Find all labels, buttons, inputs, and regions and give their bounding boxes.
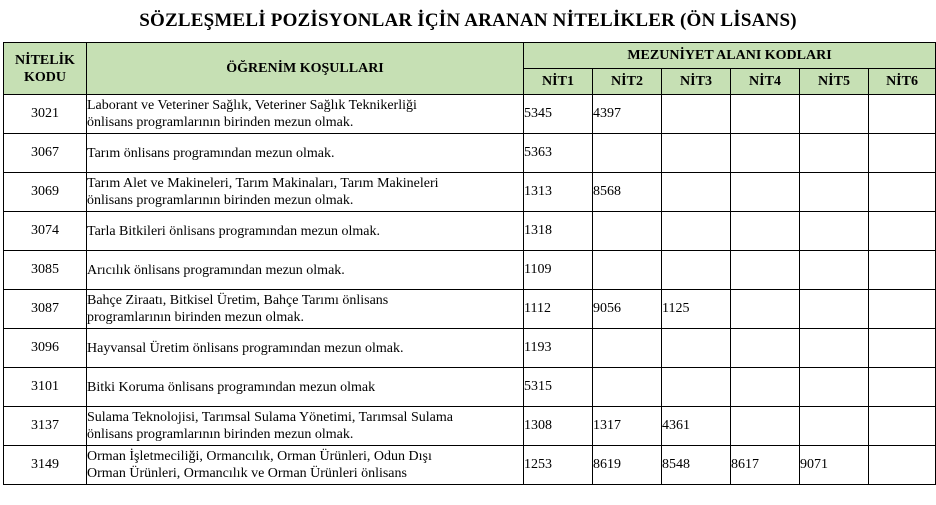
nit2-cell: 4397	[593, 95, 662, 134]
nitelik-kodu-cell: 3069	[4, 173, 87, 212]
table-row	[4, 329, 936, 368]
kosul-line-2: önlisans programlarının birinden mezun olmak.	[87, 115, 354, 130]
nit2-cell	[593, 134, 662, 173]
nit2-cell: 8568	[593, 173, 662, 212]
nit3-cell	[662, 368, 731, 407]
nit6-cell	[869, 290, 936, 329]
header-nit-6: NİT6	[869, 69, 936, 95]
kosul-line-1: Bitki Koruma önlisans programından mezun olmak	[87, 379, 376, 395]
nit6-cell	[869, 95, 936, 134]
nit1-cell: 1313	[524, 173, 593, 212]
nit1-cell: 1109	[524, 251, 593, 290]
ogrenim-kosulu-cell	[87, 173, 524, 212]
kosul-line-1: Laborant ve Veteriner Sağlık, Veteriner Sağlık Teknikerliği	[87, 98, 417, 113]
nit2-cell	[593, 368, 662, 407]
nit1-cell: 1318	[524, 212, 593, 251]
nitelik-kodu-cell: 3085	[4, 251, 87, 290]
nit4-cell	[731, 407, 800, 446]
header-mezuniyet-alani-kodlari: MEZUNİYET ALANI KODLARI	[524, 43, 936, 69]
nit3-cell	[662, 212, 731, 251]
kosul-line-2: önlisans programlarının birinden mezun olmak.	[87, 427, 354, 442]
ogrenim-kosulu-cell	[87, 290, 524, 329]
ogrenim-kosulu-cell	[87, 251, 524, 290]
nit1-cell: 5315	[524, 368, 593, 407]
ogrenim-kosulu-cell	[87, 446, 524, 485]
nit3-cell: 8548	[662, 446, 731, 485]
nitelik-kodu-cell: 3087	[4, 290, 87, 329]
nit3-cell: 1125	[662, 290, 731, 329]
nit6-cell	[869, 446, 936, 485]
nit6-cell	[869, 173, 936, 212]
nitelik-kodu-cell: 3021	[4, 95, 87, 134]
nitelik-kodu-cell: 3137	[4, 407, 87, 446]
nit3-cell	[662, 134, 731, 173]
kosul-line-1: Arıcılık önlisans programından mezun olmak.	[87, 262, 345, 278]
nit4-cell: 8617	[731, 446, 800, 485]
nit1-cell: 5345	[524, 95, 593, 134]
nit5-cell	[800, 407, 869, 446]
nit1-cell: 1112	[524, 290, 593, 329]
table-row	[4, 290, 936, 329]
header-nit-3: NİT3	[662, 69, 731, 95]
nit2-cell: 8619	[593, 446, 662, 485]
nit6-cell	[869, 407, 936, 446]
kosul-line-1: Orman İşletmeciliği, Ormancılık, Orman Ürünleri, Odun Dışı	[87, 449, 432, 464]
nit4-cell	[731, 329, 800, 368]
nitelik-kodu-cell: 3096	[4, 329, 87, 368]
kosul-line-2: programlarının birinden mezun olmak.	[87, 310, 304, 325]
kosul-line-1: Bahçe Ziraatı, Bitkisel Üretim, Bahçe Tarımı önlisans	[87, 293, 389, 308]
ogrenim-kosulu-cell	[87, 329, 524, 368]
nit5-cell	[800, 368, 869, 407]
nit4-cell	[731, 368, 800, 407]
nit4-cell	[731, 173, 800, 212]
nit5-cell	[800, 95, 869, 134]
nitelik-kodu-cell: 3101	[4, 368, 87, 407]
nit1-cell: 1193	[524, 329, 593, 368]
header-nit-4: NİT4	[731, 69, 800, 95]
nitelik-kodu-cell: 3067	[4, 134, 87, 173]
header-nit-2: NİT2	[593, 69, 662, 95]
nit5-cell	[800, 290, 869, 329]
nit2-cell	[593, 251, 662, 290]
ogrenim-kosulu-cell	[87, 134, 524, 173]
nit3-cell	[662, 173, 731, 212]
header-nitelik-kodu: NİTELİK KODU	[4, 43, 87, 95]
nitelik-kodu-cell: 3074	[4, 212, 87, 251]
table-row	[4, 134, 936, 173]
nit4-cell	[731, 134, 800, 173]
kosul-line-1: Tarım önlisans programından mezun olmak.	[87, 145, 335, 161]
ogrenim-kosulu-cell	[87, 95, 524, 134]
nit5-cell	[800, 134, 869, 173]
nit3-cell	[662, 95, 731, 134]
nit5-cell: 9071	[800, 446, 869, 485]
nit1-cell: 1308	[524, 407, 593, 446]
kosul-line-1: Hayvansal Üretim önlisans programından mezun olmak.	[87, 340, 404, 356]
nit3-cell: 4361	[662, 407, 731, 446]
ogrenim-kosulu-cell	[87, 212, 524, 251]
kosul-line-1: Tarla Bitkileri önlisans programından mezun olmak.	[87, 223, 380, 239]
nit4-cell	[731, 251, 800, 290]
table-row	[4, 95, 936, 134]
nit4-cell	[731, 290, 800, 329]
table-row	[4, 251, 936, 290]
nit6-cell	[869, 134, 936, 173]
nit5-cell	[800, 173, 869, 212]
nit1-cell: 1253	[524, 446, 593, 485]
nit3-cell	[662, 329, 731, 368]
nit1-cell: 5363	[524, 134, 593, 173]
table-row	[4, 446, 936, 485]
ogrenim-kosulu-cell	[87, 368, 524, 407]
nit6-cell	[869, 212, 936, 251]
table-row	[4, 407, 936, 446]
kosul-line-1: Sulama Teknolojisi, Tarımsal Sulama Yönetimi, Tarımsal Sulama	[87, 410, 453, 425]
header-nit-1: NİT1	[524, 69, 593, 95]
qualifications-table	[3, 42, 936, 485]
kosul-line-2: önlisans programlarının birinden mezun olmak.	[87, 193, 354, 208]
nit5-cell	[800, 212, 869, 251]
nit6-cell	[869, 329, 936, 368]
nit6-cell	[869, 368, 936, 407]
nit6-cell	[869, 251, 936, 290]
header-nit-5: NİT5	[800, 69, 869, 95]
nit2-cell	[593, 329, 662, 368]
nit4-cell	[731, 95, 800, 134]
nit5-cell	[800, 251, 869, 290]
nit2-cell	[593, 212, 662, 251]
table-row	[4, 212, 936, 251]
nit2-cell: 1317	[593, 407, 662, 446]
nit2-cell: 9056	[593, 290, 662, 329]
nit3-cell	[662, 251, 731, 290]
table-row	[4, 173, 936, 212]
ogrenim-kosulu-cell	[87, 407, 524, 446]
nit5-cell	[800, 329, 869, 368]
table-row	[4, 368, 936, 407]
nit4-cell	[731, 212, 800, 251]
nitelik-kodu-cell: 3149	[4, 446, 87, 485]
header-ogrenim-kosullari: ÖĞRENİM KOŞULLARI	[87, 43, 524, 95]
kosul-line-2: Orman Ürünleri, Ormancılık ve Orman Ürünleri önlisans	[87, 466, 407, 481]
page-title: SÖZLEŞMELİ POZİSYONLAR İÇİN ARANAN NİTELİKLER (ÖN LİSANS)	[139, 10, 797, 31]
kosul-line-1: Tarım Alet ve Makineleri, Tarım Makinaları, Tarım Makineleri	[87, 176, 439, 191]
